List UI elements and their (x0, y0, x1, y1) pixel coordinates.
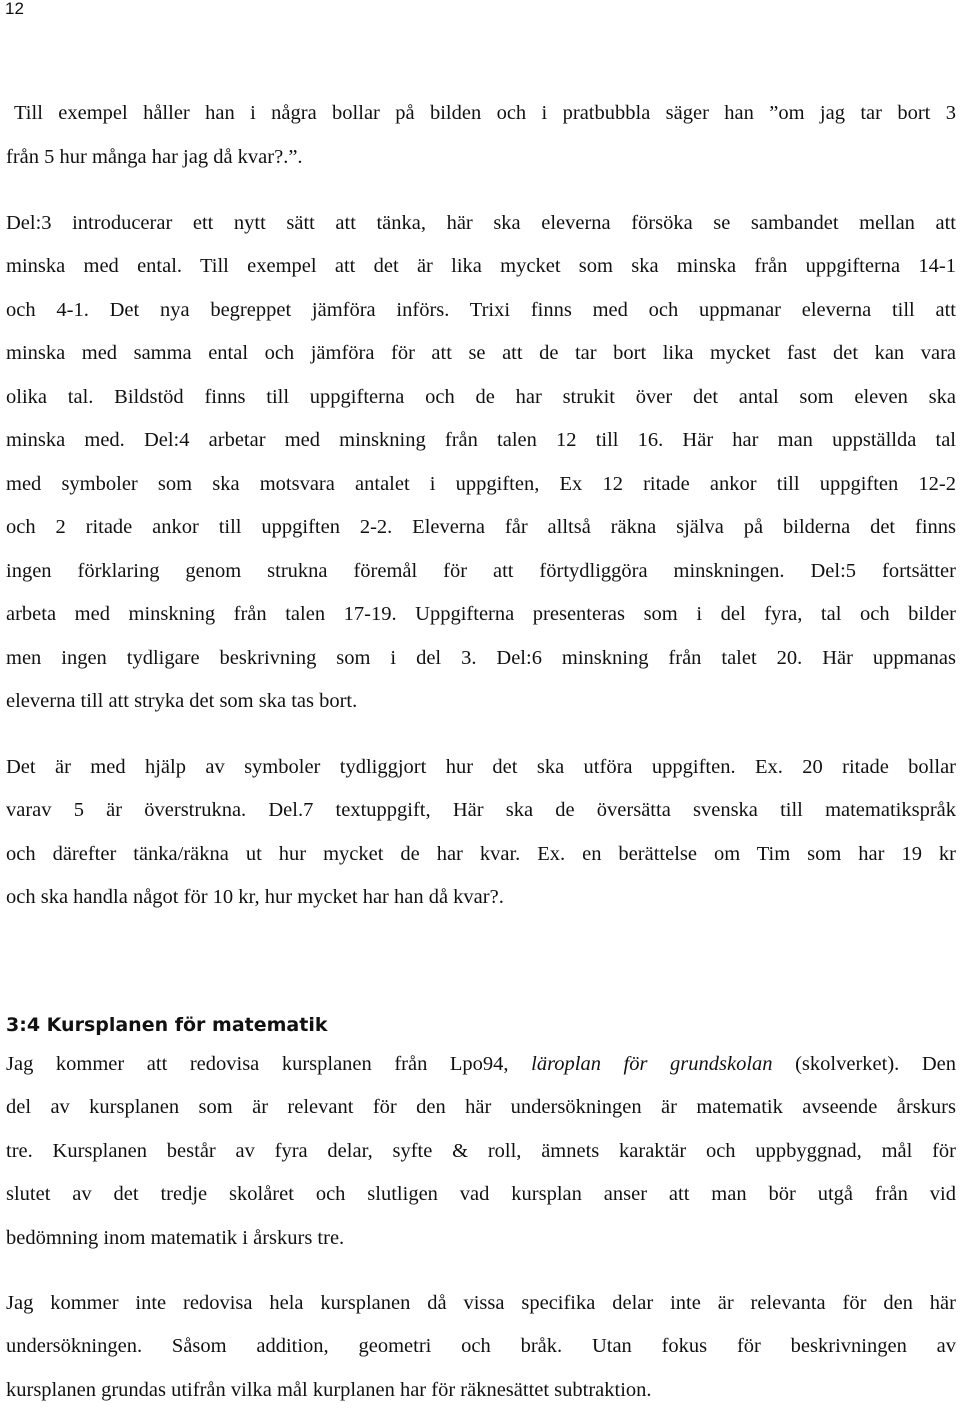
paragraph-line: undersökningen. Såsom addition, geometri och bråk. Utan fokus för beskrivningen av (6, 1335, 956, 1357)
paragraph-line: och ska handla något för 10 kr, hur mycket har han då kvar?. (6, 886, 504, 908)
paragraph-line: del av kursplanen som är relevant för den här undersökningen är matematik avseende årskurs (6, 1096, 956, 1118)
section-heading: 3:4 Kursplanen för matematik (6, 1014, 328, 1036)
paragraph-line: Jag kommer inte redovisa hela kursplanen då vissa specifika delar inte är relevanta för den här (6, 1292, 956, 1314)
paragraph-line: minska med ental. Till exempel att det är lika mycket som ska minska från uppgifterna 14-1 (6, 255, 956, 277)
paragraph-line: Del:3 introducerar ett nytt sätt att tänka, här ska eleverna försöka se sambandet mellan att (6, 212, 956, 234)
paragraph-line: eleverna till att stryka det som ska tas bort. (6, 690, 358, 712)
paragraph-line: men ingen tydligare beskrivning som i del 3. Del:6 minskning från talet 20. Här uppmanas (6, 647, 956, 669)
paragraph-line: varav 5 är överstrukna. Del.7 textuppgift, Här ska de översätta svenska till matematikspråk (6, 799, 956, 821)
paragraph-line: arbeta med minskning från talen 17-19. Uppgifterna presenteras som i del fyra, tal och bilder (6, 603, 956, 625)
paragraph-line: och 2 ritade ankor till uppgiften 2-2. Eleverna får alltså räkna själva på bilderna det finns (6, 516, 956, 538)
paragraph-line: slutet av det tredje skolåret och slutligen vad kursplan anser att man bör utgå från vid (6, 1183, 956, 1205)
paragraph-line: Till exempel håller han i några bollar på bilden och i pratbubbla säger han ”om jag tar bort 3 (14, 102, 956, 124)
text-span: (skolverket). Den (772, 1053, 956, 1075)
italic-title: läroplan för grundskolan (531, 1053, 773, 1075)
paragraph-line: minska med. Del:4 arbetar med minskning från talen 12 till 16. Här har man uppställda tal (6, 429, 956, 451)
paragraph-line: minska med samma ental och jämföra för att se att de tar bort lika mycket fast det kan vara (6, 342, 956, 364)
paragraph-line: och 4-1. Det nya begreppet jämföra införs. Trixi finns med och uppmanar eleverna till att (6, 299, 956, 321)
paragraph-line: Det är med hjälp av symboler tydliggjort hur det ska utföra uppgiften. Ex. 20 ritade bollar (6, 756, 956, 778)
page-number: 12 (5, 0, 24, 18)
paragraph-line: tre. Kursplanen består av fyra delar, syfte & roll, ämnets karaktär och uppbyggnad, mål för (6, 1140, 956, 1162)
paragraph-line: och därefter tänka/räkna ut hur mycket de har kvar. Ex. en berättelse om Tim som har 19 kr (6, 843, 956, 865)
text-span: Jag kommer att redovisa kursplanen från Lpo94, (6, 1053, 532, 1075)
paragraph-line: med symboler som ska motsvara antalet i uppgiften, Ex 12 ritade ankor till uppgiften 12-2 (6, 473, 956, 495)
paragraph-line-with-italic (6, 1052, 956, 1076)
paragraph-line: kursplanen grundas utifrån vilka mål kurplanen har för räknesättet subtraktion. (6, 1379, 652, 1401)
paragraph-line: ingen förklaring genom strukna föremål för att förtydliggöra minskningen. Del:5 fortsätter (6, 560, 956, 582)
paragraph-line: bedömning inom matematik i årskurs tre. (6, 1227, 345, 1249)
paragraph-line: olika tal. Bildstöd finns till uppgifterna och de har strukit över det antal som eleven ska (6, 386, 956, 408)
paragraph-line: från 5 hur många har jag då kvar?.”. (6, 146, 303, 168)
